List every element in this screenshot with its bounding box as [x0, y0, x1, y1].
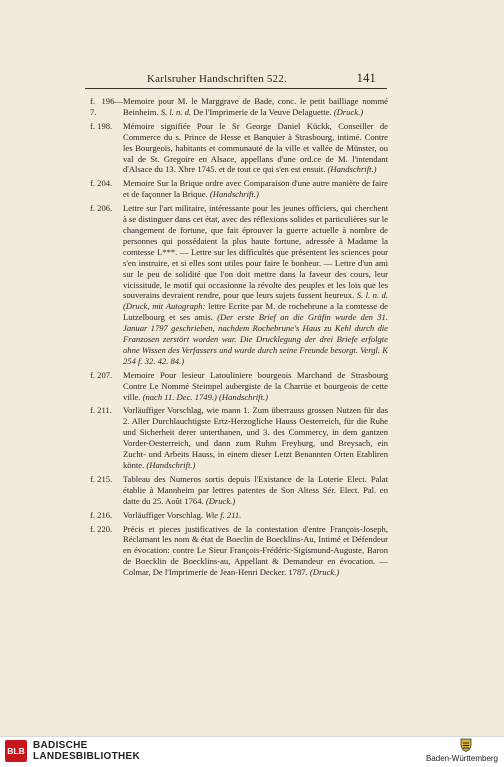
- running-header: [147, 71, 376, 86]
- entry-text: Memoire Sur la Brique ordre avec Comparaison d'une autre manière de faire et de façonner la Brique. (Handschrift.): [123, 178, 388, 200]
- entry-text: Lettre sur l'art militaire, intéressante pour les jeunes officiers, qui cherchent à se distinguer dans cet état, avec des réflexions solides et particulières sur le changement de fortune, que fait éprouver la guerre actuelle à nombre de personnes qui possédaient la plus haute fortune, adressée à Madame la comtesse L***. — Lettre sur les difficultés que présentent les sciences pour s'en instruire, et si elles sont utiles pour faire le bonheur. — Lettre d'un ami sur le peu de solidité que l'on doit mettre dans la faveur des cours, leur vicissitude, le motif qui occasionne la révolte des peuples et les lois que les souverains devraient rendre, pour que leurs sujets fussent heureux. S. l. n. d. (Druck, mit Autograph: lettre Ecrite par M. de rochebrune a la comtesse de Lutzelbourg et ses amis. (Der erste Brief an die Gräfin wurde den 31. Januar 1797 geschrieben, nachdem Rochebrune's Haus zu Kehl durch die Franzosen zerstört worden war. Die Drucklegung der drei Briefe erfolgte ohne Wissen des Verfassers und wurde durch seine Freunde besorgt. Vergl. K 254 f. 32. 42. 84.): [123, 203, 389, 366]
- running-title: Karlsruher Handschriften 522.: [147, 73, 287, 85]
- entry-text: Vorläuffiger Vorschlag, wie mann 1. Zum überrauss grossen Nutzen für das 2. Aller Durchlauchtigste Ertz-Herzogliche Hauss Oesterreich, für die Ruhe und Sicherheit derer unterthanen, und 3. des Commercy, in dem gantzen Vorder-Oesterreich, und dann zum Ruhm Freyburg, und Breysach, ein Zucht- und Arbeits Hauss, in einem dieser Letzt Benannten Orten Etabliren könte. (Handschrift.): [123, 405, 388, 470]
- library-name[interactable]: BADISCHE LANDESBIBLIOTHEK: [33, 740, 141, 762]
- folio-number: f. 220.: [90, 523, 113, 534]
- catalog-entry: [90, 524, 388, 579]
- entry-text: Vorläuffiger Vorschlag. Wie f. 211.: [123, 509, 242, 520]
- folio-number: f. 211.: [90, 405, 112, 416]
- folio-number: f. 216.: [90, 509, 113, 520]
- catalog-entry: [90, 405, 388, 470]
- catalog-entry: [90, 370, 388, 403]
- catalog-entry: [90, 121, 388, 176]
- catalog-entry: [90, 96, 388, 118]
- folio-number: f. 198.: [90, 120, 113, 131]
- folio-number: f. 207.: [90, 369, 113, 380]
- folio-number: f. 206.: [90, 203, 113, 214]
- catalog-entries: [90, 96, 388, 581]
- catalog-entry: [90, 203, 388, 367]
- entry-text: Memoire Pour lesieur Latouliniere bourgeois Marchand de Strasbourg Contre Le Nommé Steimpel aubergiste de la Charrüe et bourgeois de cette ville. (nach 11. Dec. 1749.) (Handschrift.): [123, 369, 388, 402]
- blb-logo[interactable]: BLB: [5, 740, 27, 762]
- coat-of-arms-icon: [459, 738, 473, 752]
- header-rule: [85, 88, 387, 89]
- entry-text: Memoire pour M. le Marggrave de Bade, conc. le petit bailliage nommé Beinheim. S. l. n. d. De l'Imprimerie de la Veuve Delaguette. (Druck.): [123, 96, 388, 117]
- page-number: 141: [356, 71, 376, 85]
- entry-text: Mémoire signifiée Pour le Sr George Daniel Kückk, Conseiller de Commerce du s. Prince de Hesse et Banquier à Strasbourg, intimé. Contre les Bourgeois, habitants et communauté de la ville et vallée de Münster, ou val de St. Gregoire en Alsace, appellans d'une ord.ce de M. l'intendant d'Alsace du 13. Xbre 1745. et de tout ce qui s'en est ensuit. (Handschrift.): [123, 120, 388, 175]
- folio-number: f. 215.: [90, 473, 113, 484]
- partner-label: Baden-Württemberg: [425, 754, 498, 763]
- catalog-entry: [90, 178, 388, 200]
- entry-text: Tableau des Numeros sortis depuis l'Existance de la Loterie Elect. Palat établie à Mannheim par lettres patentes de Son Altess Sér. Elect. Pal. en datte du 25. Août 1764. (Druck.): [123, 473, 388, 506]
- folio-number: f. 204.: [90, 178, 113, 189]
- catalog-entry: [90, 474, 388, 507]
- catalog-entry: [90, 510, 388, 521]
- entry-text: Précis et pieces justificatives de la contestation d'entre François-Joseph, Réclamant les nom & état de Boeclin de Boecklins-Au, Intimé et Défendeur en évocation: contre Le Sieur François-Frédéric-Sigismund-Auguste, Baron de Boecklin de Boecklins-au, Appellant & Demandeur en évocation. — Colmar, De l'Imprimerie de Jean-Henri Decker. 1787. (Druck.): [123, 523, 388, 578]
- folio-number: f. 196—7.: [90, 96, 123, 117]
